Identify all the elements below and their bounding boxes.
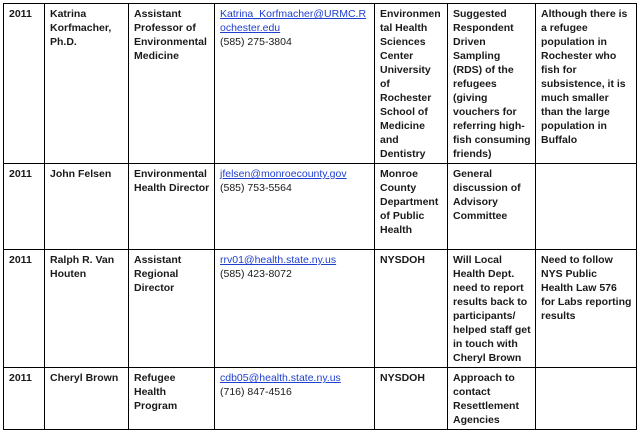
notes-cell <box>536 368 637 430</box>
contact-cell <box>215 250 375 368</box>
table-row <box>4 164 637 250</box>
phone-number: (716) 847-4516 <box>220 386 292 398</box>
organization-cell: NYSDOH <box>375 250 448 368</box>
contact-cell <box>215 164 375 250</box>
name-cell: Ralph R. Van Houten <box>45 250 129 368</box>
topic-cell: General discussion of Advisory Committee <box>448 164 536 250</box>
email-link[interactable]: rrv01@health.state.ny.us <box>220 254 337 266</box>
title-cell: Refugee Health Program <box>129 368 215 430</box>
notes-cell: Need to follow NYS Public Health Law 576 for Labs reporting results <box>536 250 637 368</box>
organization-cell: Environmental Health Sciences Center University of Rochester School of Medicine and Dentistry <box>375 4 448 164</box>
year-cell: 2011 <box>4 164 45 250</box>
topic-cell: Suggested Respondent Driven Sampling (RDS) of the refugees (giving vouchers for referring high-fish consuming friends) <box>448 4 536 164</box>
table-row <box>4 368 637 430</box>
topic-cell: Approach to contact Resettlement Agencies <box>448 368 536 430</box>
title-cell: Assistant Regional Director <box>129 250 215 368</box>
email-link[interactable]: cdb05@health.state.ny.us <box>220 372 341 384</box>
year-cell: 2011 <box>4 368 45 430</box>
contacts-table <box>3 3 637 430</box>
title-cell: Assistant Professor of Environmental Medicine <box>129 4 215 164</box>
table-row <box>4 250 637 368</box>
organization-cell: Monroe County Department of Public Health <box>375 164 448 250</box>
title-cell: Environmental Health Director <box>129 164 215 250</box>
notes-cell <box>536 164 637 250</box>
name-cell: Cheryl Brown <box>45 368 129 430</box>
contact-cell <box>215 368 375 430</box>
email-link[interactable]: Katrina_Korfmacher@URMC.Rochester.edu <box>220 8 367 34</box>
table-row <box>4 4 637 164</box>
notes-cell: Although there is a refugee population in Rochester who fish for subsistence, it is much smaller than the large population in Buffalo <box>536 4 637 164</box>
phone-number: (585) 423-8072 <box>220 268 292 280</box>
phone-number: (585) 275-3804 <box>220 36 292 48</box>
organization-cell: NYSDOH <box>375 368 448 430</box>
name-cell: John Felsen <box>45 164 129 250</box>
contact-cell <box>215 4 375 164</box>
email-link[interactable]: jfelsen@monroecounty.gov <box>220 168 347 180</box>
topic-cell: Will Local Health Dept. need to report results back to participants/ helped staff get in touch with Cheryl Brown <box>448 250 536 368</box>
phone-number: (585) 753-5564 <box>220 182 292 194</box>
year-cell: 2011 <box>4 4 45 164</box>
year-cell: 2011 <box>4 250 45 368</box>
name-cell: Katrina Korfmacher, Ph.D. <box>45 4 129 164</box>
